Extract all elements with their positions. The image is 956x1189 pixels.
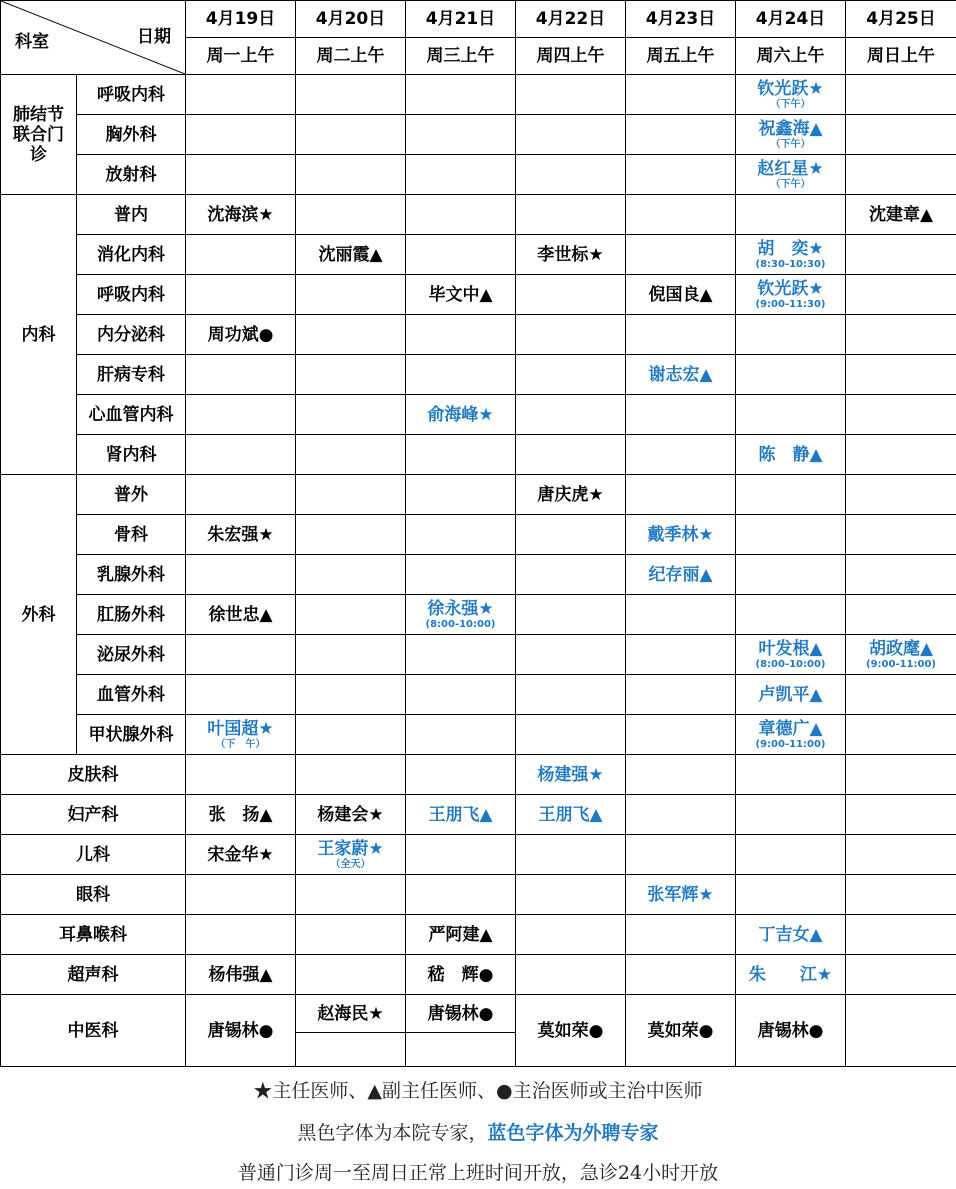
dept-label: 胸外科 [77, 115, 186, 155]
table-row [1, 235, 956, 275]
doctor-cell: 赵海民★ [296, 995, 406, 1033]
weekday-header: 周六上午 [736, 38, 846, 75]
legend-opening-hours: 普通门诊周一至周日正常上班时间开放，急诊24小时开放 [237, 1162, 719, 1184]
date-header: 4月25日 [846, 1, 956, 38]
weekday-header: 周四上午 [516, 38, 626, 75]
group-lung-nodule: 肺结节联合门诊 [1, 75, 77, 195]
dept-label: 呼吸内科 [77, 75, 186, 115]
doctor-cell: 宋金华★ [186, 835, 296, 875]
doctor-cell: 唐锡林● [186, 995, 296, 1067]
dept-label: 血管外科 [77, 675, 186, 715]
doctor-cell: 叶国超★ （下 午） [186, 715, 296, 755]
doctor-cell: 祝鑫海▲ （下午） [736, 115, 846, 155]
table-row [1, 395, 956, 435]
dept-label: 中医科 [1, 995, 186, 1067]
doctor-cell: 朱宏强★ [186, 515, 296, 555]
doctor-cell: 叶发根▲ (8:00-10:00) [736, 635, 846, 675]
date-header: 4月22日 [516, 1, 626, 38]
doctor-cell: 戴季林★ [626, 515, 736, 555]
table-row [1, 155, 956, 195]
doctor-cell: 毕文中▲ [406, 275, 516, 315]
table-row [1, 915, 956, 955]
dept-label: 肛肠外科 [77, 595, 186, 635]
doctor-cell: 张 扬▲ [186, 795, 296, 835]
dept-label: 消化内科 [77, 235, 186, 275]
doctor-cell: 杨伟强▲ [186, 955, 296, 995]
dept-label: 妇产科 [1, 795, 186, 835]
doctor-cell: 李世标★ [516, 235, 626, 275]
doctor-cell: 沈海滨★ [186, 195, 296, 235]
dept-label: 骨科 [77, 515, 186, 555]
date-header: 4月24日 [736, 1, 846, 38]
doctor-cell: 王朋飞▲ [406, 795, 516, 835]
group-internal: 内科 [1, 195, 77, 475]
table-row [1, 595, 956, 635]
table-row [1, 835, 956, 875]
dept-label: 超声科 [1, 955, 186, 995]
doctor-cell: 倪国良▲ [626, 275, 736, 315]
date-header: 4月19日 [186, 1, 296, 38]
doctor-cell: 卢凯平▲ [736, 675, 846, 715]
table-row [1, 435, 956, 475]
doctor-cell: 王朋飞▲ [516, 795, 626, 835]
corner-dept-label: 科室 [15, 32, 49, 52]
dept-label: 甲状腺外科 [77, 715, 186, 755]
dept-label: 内分泌科 [77, 315, 186, 355]
corner-date-label: 日期 [137, 27, 171, 47]
doctor-cell: 丁吉女▲ [736, 915, 846, 955]
doctor-cell: 沈丽霞▲ [296, 235, 406, 275]
table-row [1, 795, 956, 835]
table-row [1, 315, 956, 355]
doctor-cell: 唐锡林● [406, 995, 516, 1033]
table-row [1, 115, 956, 155]
table-row [1, 875, 956, 915]
table-row [1, 675, 956, 715]
weekday-header: 周二上午 [296, 38, 406, 75]
doctor-cell: 纪存丽▲ [626, 555, 736, 595]
table-row [1, 955, 956, 995]
doctor-cell: 朱 江★ [736, 955, 846, 995]
table-row [1, 195, 956, 235]
dept-label: 皮肤科 [1, 755, 186, 795]
doctor-cell: 唐庆虎★ [516, 475, 626, 515]
dept-label: 呼吸内科 [77, 275, 186, 315]
doctor-cell: 嵇 辉● [406, 955, 516, 995]
dept-label: 泌尿外科 [77, 635, 186, 675]
doctor-cell: 钦光跃★ (9:00-11:30) [736, 275, 846, 315]
doctor-cell: 莫如荣● [626, 995, 736, 1067]
doctor-cell: 杨建强★ [516, 755, 626, 795]
dept-label: 肾内科 [77, 435, 186, 475]
dept-label: 眼科 [1, 875, 186, 915]
legend-color-note: 黑色字体为本院专家，蓝色字体为外聘专家 [297, 1122, 659, 1144]
doctor-cell: 沈建章▲ [846, 195, 956, 235]
doctor-cell: 徐世忠▲ [186, 595, 296, 635]
doctor-cell: 杨建会★ [296, 795, 406, 835]
weekday-header: 周五上午 [626, 38, 736, 75]
doctor-cell: 莫如荣● [516, 995, 626, 1067]
dept-label: 儿科 [1, 835, 186, 875]
doctor-cell: 严阿建▲ [406, 915, 516, 955]
dept-label: 耳鼻喉科 [1, 915, 186, 955]
table-row [1, 755, 956, 795]
doctor-cell: 周功斌● [186, 315, 296, 355]
weekday-header: 周日上午 [846, 38, 956, 75]
legend-title-levels: ★主任医师、▲副主任医师、●主治医师或主治中医师 [253, 1080, 703, 1102]
doctor-cell: 胡 奕★ (8:30-10:30) [736, 235, 846, 275]
doctor-cell: 王家蔚★ （全天） [296, 835, 406, 875]
table-row [1, 275, 956, 315]
doctor-cell: 谢志宏▲ [626, 355, 736, 395]
doctor-cell: 俞海峰★ [406, 395, 516, 435]
doctor-cell: 章德广▲ (9:00-11:00) [736, 715, 846, 755]
group-surgery: 外科 [1, 475, 77, 755]
doctor-cell: 唐锡林● [736, 995, 846, 1067]
dept-label: 普外 [77, 475, 186, 515]
table-row [1, 75, 956, 115]
dept-label: 心血管内科 [77, 395, 186, 435]
doctor-cell: 徐永强★ (8:00-10:00) [406, 595, 516, 635]
dept-label: 普内 [77, 195, 186, 235]
date-header: 4月21日 [406, 1, 516, 38]
dept-label: 放射科 [77, 155, 186, 195]
table-row [1, 715, 956, 755]
weekday-header: 周三上午 [406, 38, 516, 75]
table-row [1, 475, 956, 515]
corner-cell [1, 1, 186, 75]
table-row [1, 515, 956, 555]
date-header: 4月20日 [296, 1, 406, 38]
dept-label: 肝病专科 [77, 355, 186, 395]
header-row-dates [1, 1, 956, 38]
doctor-cell: 陈 静▲ [736, 435, 846, 475]
doctor-cell: 胡政麾▲ (9:00-11:00) [846, 635, 956, 675]
doctor-cell: 张军辉★ [626, 875, 736, 915]
table-row [1, 995, 956, 1033]
doctor-cell: 赵红星★ （下午） [736, 155, 846, 195]
table-row [1, 555, 956, 595]
table-row [1, 635, 956, 675]
doctor-cell: 钦光跃★ （下午） [736, 75, 846, 115]
dept-label: 乳腺外科 [77, 555, 186, 595]
date-header: 4月23日 [626, 1, 736, 38]
table-row [1, 355, 956, 395]
weekday-header: 周一上午 [186, 38, 296, 75]
